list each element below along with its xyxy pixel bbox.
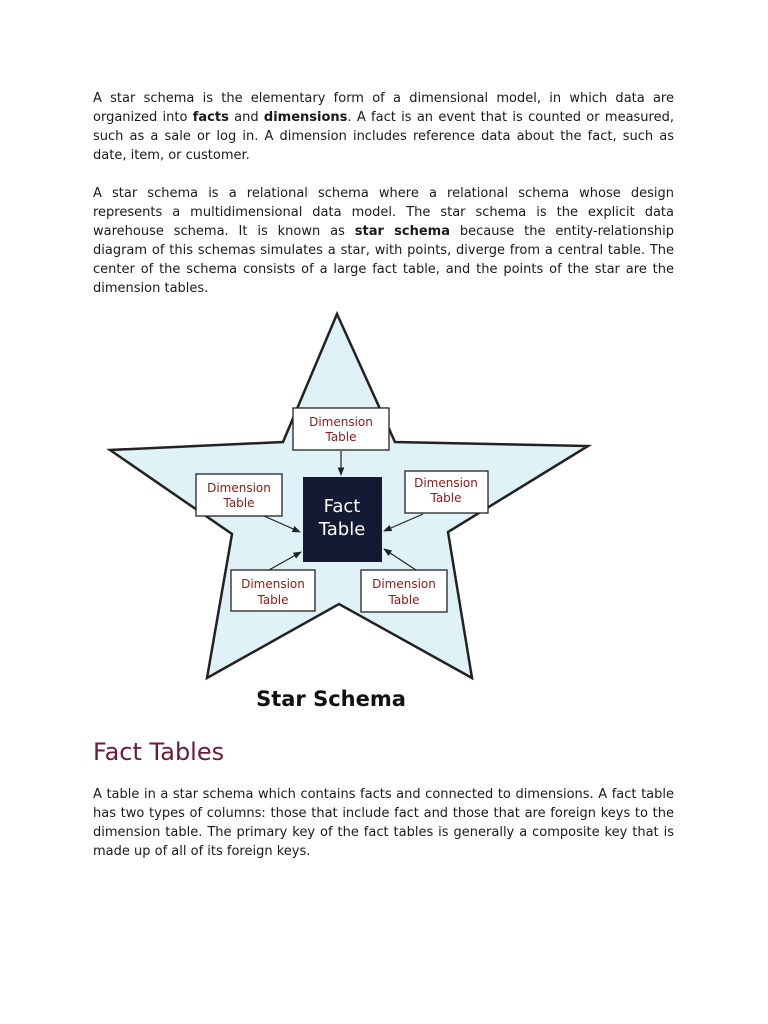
dimension-label-line2: Table [325, 430, 357, 444]
dimension-label-line1: Dimension [309, 415, 373, 429]
text-run: because the entity-relationship diagram of this schemas simulates a star, with points, diverge from a central table. The center of the schema consists of a large fact table, and the points of the star are the dimension tables. [93, 224, 674, 296]
dimension-label-line1: Dimension [241, 577, 305, 591]
text-run: and [228, 110, 264, 125]
dimension-label-line2: Table [257, 593, 289, 607]
fact-tables-paragraph: A table in a star schema which contains facts and connected to dimensions. A fact table has two types of columns: those that include fact and those that are foreign keys to the dimension table. The primary key of the fact tables is generally a composite key that is made up of all of its foreign keys. [93, 787, 674, 859]
intro-paragraph-1 [93, 89, 674, 165]
dimension-label-line1: Dimension [414, 476, 478, 490]
diagram-caption: Star Schema [256, 687, 406, 711]
fact-table [303, 477, 382, 562]
fact-label-line1: Fact [323, 496, 361, 517]
fact-label-line2: Table [318, 519, 366, 540]
section-heading-fact-tables: Fact Tables [93, 738, 225, 766]
dimension-label-line2: Table [223, 496, 255, 510]
star-schema-diagram [0, 300, 768, 720]
dimension-table-bottom-right [361, 570, 447, 612]
dimension-table-bottom-left [231, 570, 315, 611]
bold-term-dimensions: dimensions [263, 110, 348, 125]
dimension-table-right [405, 471, 488, 513]
dimension-label-line2: Table [430, 491, 462, 505]
dimension-table-left [196, 474, 282, 516]
dimension-label-line1: Dimension [207, 481, 271, 495]
text-run: A star schema is a relational schema where a relational schema whose design represents a multidimensional data model. The star schema is the explicit data warehouse schema. It is known as [93, 186, 674, 239]
text-run: . A fact is an event that is counted or measured, such as a sale or log in. A dimension includes reference data about the fact, such as date, item, or customer. [93, 110, 674, 163]
bold-term-facts: facts [192, 110, 229, 125]
dimension-label-line1: Dimension [372, 577, 436, 591]
bold-term-star-schema: star schema [354, 224, 451, 239]
text-run: A star schema is the elementary form of a dimensional model, in which data are organized into [93, 91, 674, 125]
intro-paragraph-2 [93, 184, 674, 298]
dimension-label-line2: Table [388, 593, 420, 607]
dimension-table-top [293, 408, 389, 450]
